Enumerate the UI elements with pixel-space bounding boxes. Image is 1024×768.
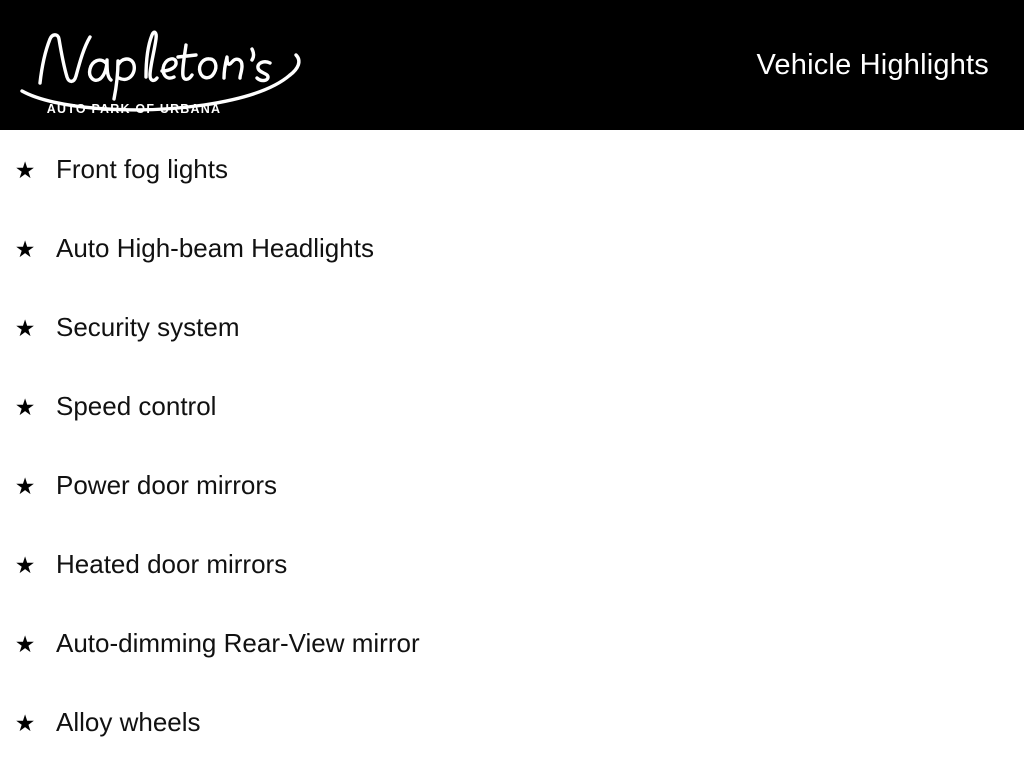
svg-text:AUTO PARK OF URBANA: AUTO PARK OF URBANA — [46, 102, 222, 116]
star-icon: ★ — [14, 393, 36, 420]
highlight-label: Speed control — [56, 391, 217, 421]
page-title: Vehicle Highlights — [756, 48, 989, 81]
star-icon: ★ — [14, 156, 36, 183]
vehicle-highlights-list — [0, 130, 1024, 762]
list-item — [0, 367, 1024, 446]
star-icon: ★ — [14, 709, 36, 736]
star-icon: ★ — [14, 235, 36, 262]
highlight-label: Auto-dimming Rear-View mirror — [56, 628, 420, 658]
list-item — [0, 446, 1024, 525]
list-item — [0, 288, 1024, 367]
list-item — [0, 130, 1024, 209]
highlight-label: Power door mirrors — [56, 470, 278, 500]
star-icon: ★ — [14, 472, 36, 499]
list-item — [0, 604, 1024, 683]
star-icon: ★ — [14, 551, 36, 578]
highlight-label: Heated door mirrors — [56, 549, 288, 579]
highlight-label: Alloy wheels — [56, 707, 201, 737]
highlight-label: Auto High-beam Headlights — [56, 233, 374, 263]
star-icon: ★ — [14, 314, 36, 341]
logo-subtitle — [47, 102, 221, 116]
napletons-logo-icon — [14, 5, 314, 125]
list-item — [0, 683, 1024, 762]
list-item — [0, 209, 1024, 288]
page-header — [0, 0, 1024, 130]
list-item — [0, 525, 1024, 604]
highlight-label: Security system — [56, 312, 240, 342]
napletons-logo — [14, 5, 314, 125]
highlight-label: Front fog lights — [56, 154, 228, 184]
star-icon: ★ — [14, 630, 36, 657]
